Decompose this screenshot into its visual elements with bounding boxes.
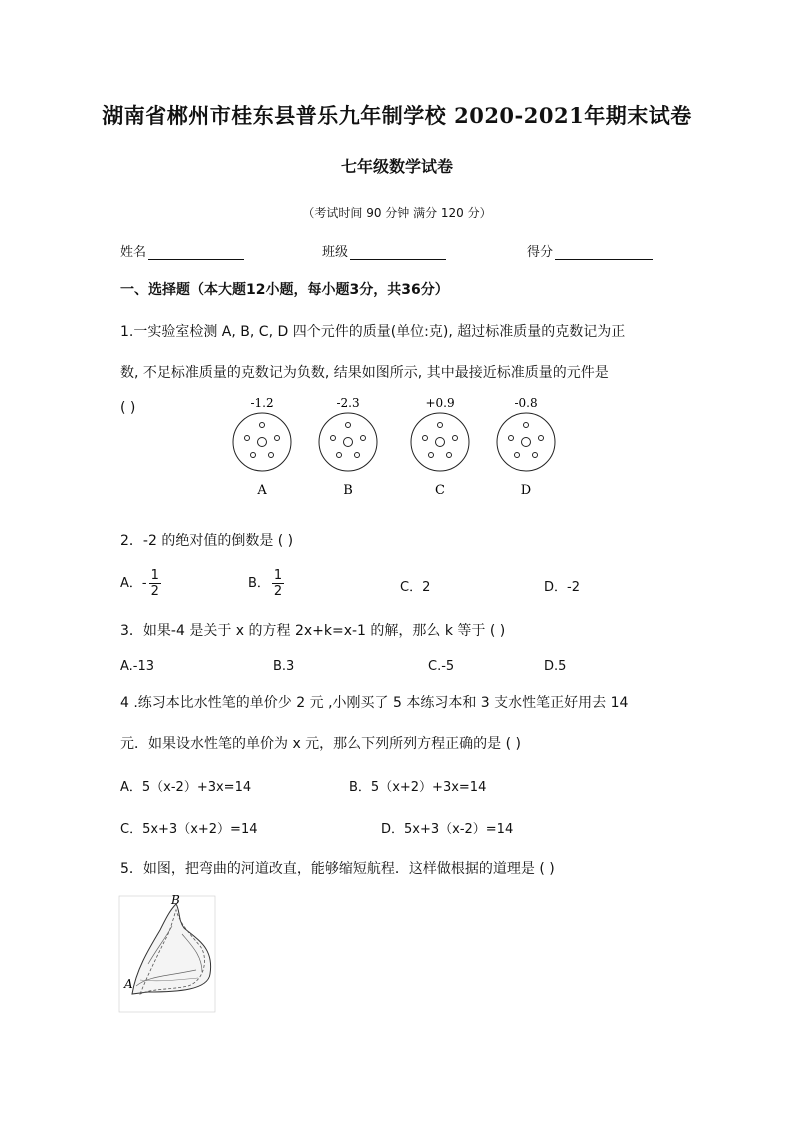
component-a xyxy=(233,396,291,498)
q1-line2: 数, 不足标准质量的克数记为负数, 结果如图所示, 其中最接近标准质量的元件是 xyxy=(120,365,609,381)
exam-note: （考试时间 90 分钟 满分 120 分） xyxy=(302,206,492,220)
name-blank xyxy=(148,246,244,260)
component-c-label: C xyxy=(435,483,445,498)
name-label: 姓名 xyxy=(120,245,147,260)
q1-components-figure xyxy=(220,392,560,502)
q5-label-a: A xyxy=(124,977,133,991)
score-field xyxy=(527,241,653,260)
q2-option-b xyxy=(248,568,284,599)
q3-option-b: B.3 xyxy=(273,659,295,674)
q5-river-figure xyxy=(118,890,218,1015)
page-subtitle: 七年级数学试卷 xyxy=(340,157,453,176)
q1-answer-blank: ( ) xyxy=(120,400,136,416)
component-b xyxy=(319,396,377,498)
component-c xyxy=(411,396,469,498)
fraction-denominator: 2 xyxy=(273,584,283,599)
name-field xyxy=(120,241,244,260)
component-d-label: D xyxy=(520,483,532,498)
q4-option-b: B．5（x+2）+3x=14 xyxy=(349,780,487,795)
q4-option-a: A．5（x-2）+3x=14 xyxy=(120,780,252,795)
q1-line1: 1.一实验室检测 A, B, C, D 四个元件的质量(单位:克), 超过标准质量的克数记为正 xyxy=(120,324,626,340)
q3-option-c: C.-5 xyxy=(428,659,455,674)
q2-option-a-fraction xyxy=(149,568,161,599)
q2-option-b-fraction xyxy=(272,568,284,599)
component-a-value: -1.2 xyxy=(250,396,274,410)
fraction-numerator: 1 xyxy=(150,568,159,583)
component-a-label: A xyxy=(257,483,267,498)
q2-option-a xyxy=(120,568,161,599)
class-label: 班级 xyxy=(322,245,349,260)
q2-option-d: D．-2 xyxy=(544,580,580,595)
class-field xyxy=(322,241,446,260)
component-d xyxy=(497,396,555,498)
component-b-value: -2.3 xyxy=(336,396,360,410)
q3-stem: 3．如果-4 是关于 x 的方程 2x+k=x-1 的解，那么 k 等于 ( ) xyxy=(120,623,506,639)
q2-stem: 2．-2 的绝对值的倒数是 ( ) xyxy=(120,533,294,549)
class-blank xyxy=(350,246,446,260)
q2-option-c: C．2 xyxy=(400,580,431,595)
q5-stem: 5．如图，把弯曲的河道改直，能够缩短航程．这样做根据的道理是 ( ) xyxy=(120,861,555,877)
q2-option-b-prefix: B． xyxy=(248,576,270,591)
q4-line2: 元．如果设水性笔的单价为 x 元，那么下列所列方程正确的是 ( ) xyxy=(120,736,522,752)
q4-option-d: D．5x+3（x-2）=14 xyxy=(381,822,514,837)
q4-line1: 4 .练习本比水性笔的单价少 2 元 ,小刚买了 5 本练习本和 3 支水性笔正好用去 14 xyxy=(120,695,629,711)
component-b-label: B xyxy=(343,483,353,498)
q5-label-b: B xyxy=(171,893,180,907)
component-c-value: +0.9 xyxy=(425,396,455,410)
fraction-denominator: 2 xyxy=(150,584,159,599)
component-d-value: -0.8 xyxy=(514,396,538,410)
q3-option-d: D.5 xyxy=(544,659,567,674)
q3-option-a: A.-13 xyxy=(120,659,155,674)
q2-option-a-prefix: A．- xyxy=(120,576,147,591)
score-label: 得分 xyxy=(527,245,554,260)
page-title: 湖南省郴州市桂东县普乐九年制学校 2020-2021年期末试卷 xyxy=(102,103,692,128)
section-heading: 一、选择题（本大题12小题，每小题3分，共36分） xyxy=(120,282,449,298)
fraction-numerator: 1 xyxy=(273,568,283,583)
q4-option-c: C．5x+3（x+2）=14 xyxy=(120,822,258,837)
score-blank xyxy=(555,246,653,260)
